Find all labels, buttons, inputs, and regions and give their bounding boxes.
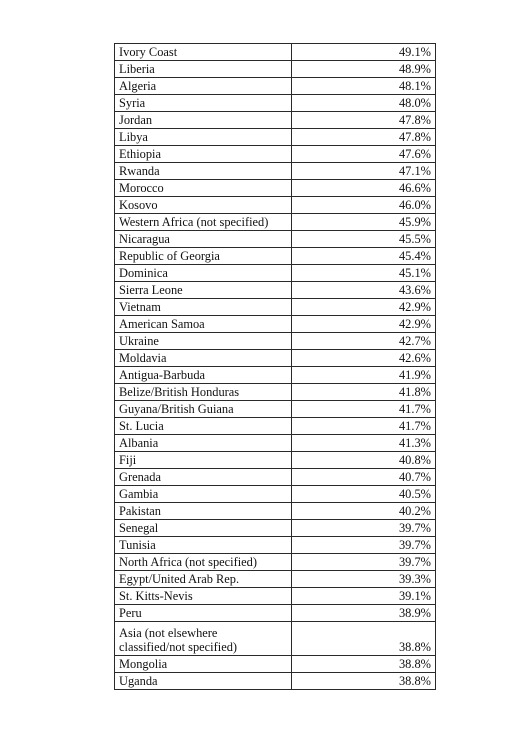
table-row bbox=[115, 452, 436, 469]
percentage-cell: 48.1% bbox=[291, 78, 435, 95]
percentage-cell: 39.3% bbox=[291, 571, 435, 588]
country-cell: St. Lucia bbox=[115, 418, 292, 435]
percentage-cell: 38.8% bbox=[291, 622, 435, 656]
table-row bbox=[115, 384, 436, 401]
percentage-cell: 48.0% bbox=[291, 95, 435, 112]
table-row bbox=[115, 503, 436, 520]
percentage-cell: 41.8% bbox=[291, 384, 435, 401]
percentage-cell: 40.8% bbox=[291, 452, 435, 469]
table-row bbox=[115, 112, 436, 129]
country-cell: St. Kitts-Nevis bbox=[115, 588, 292, 605]
country-cell: Belize/British Honduras bbox=[115, 384, 292, 401]
country-cell: Republic of Georgia bbox=[115, 248, 292, 265]
country-cell: Fiji bbox=[115, 452, 292, 469]
table-row bbox=[115, 520, 436, 537]
percentage-cell: 40.2% bbox=[291, 503, 435, 520]
country-cell: Guyana/British Guiana bbox=[115, 401, 292, 418]
country-cell: Dominica bbox=[115, 265, 292, 282]
percentage-cell: 45.4% bbox=[291, 248, 435, 265]
percentage-cell: 46.6% bbox=[291, 180, 435, 197]
percentage-cell: 39.7% bbox=[291, 554, 435, 571]
country-cell: North Africa (not specified) bbox=[115, 554, 292, 571]
percentage-cell: 39.7% bbox=[291, 537, 435, 554]
table-row bbox=[115, 656, 436, 673]
country-cell: Senegal bbox=[115, 520, 292, 537]
country-cell: Kosovo bbox=[115, 197, 292, 214]
percentage-cell: 48.9% bbox=[291, 61, 435, 78]
percentage-cell: 47.8% bbox=[291, 129, 435, 146]
table-row bbox=[115, 248, 436, 265]
percentage-cell: 42.9% bbox=[291, 316, 435, 333]
percentage-cell: 47.6% bbox=[291, 146, 435, 163]
country-cell: Liberia bbox=[115, 61, 292, 78]
percentage-cell: 42.9% bbox=[291, 299, 435, 316]
country-cell: Sierra Leone bbox=[115, 282, 292, 299]
table-row bbox=[115, 231, 436, 248]
country-cell: Peru bbox=[115, 605, 292, 622]
country-cell: Mongolia bbox=[115, 656, 292, 673]
table-row bbox=[115, 605, 436, 622]
percentage-cell: 46.0% bbox=[291, 197, 435, 214]
country-cell: Ukraine bbox=[115, 333, 292, 350]
percentage-cell: 43.6% bbox=[291, 282, 435, 299]
table-row bbox=[115, 469, 436, 486]
percentage-cell: 45.1% bbox=[291, 265, 435, 282]
country-cell: Rwanda bbox=[115, 163, 292, 180]
percentage-cell: 38.8% bbox=[291, 656, 435, 673]
table-row bbox=[115, 554, 436, 571]
table-row bbox=[115, 316, 436, 333]
percentage-cell: 41.9% bbox=[291, 367, 435, 384]
percentage-cell: 38.8% bbox=[291, 673, 435, 690]
country-percentage-table bbox=[114, 43, 436, 690]
percentage-cell: 45.5% bbox=[291, 231, 435, 248]
table-row bbox=[115, 163, 436, 180]
country-cell: Jordan bbox=[115, 112, 292, 129]
country-cell: Asia (not elsewhere classified/not specified) bbox=[115, 622, 292, 656]
percentage-cell: 39.1% bbox=[291, 588, 435, 605]
percentage-cell: 49.1% bbox=[291, 44, 435, 61]
table-row bbox=[115, 129, 436, 146]
percentage-cell: 47.1% bbox=[291, 163, 435, 180]
table-row bbox=[115, 537, 436, 554]
country-cell: Albania bbox=[115, 435, 292, 452]
percentage-cell: 42.6% bbox=[291, 350, 435, 367]
table-row bbox=[115, 180, 436, 197]
table-row bbox=[115, 61, 436, 78]
percentage-cell: 41.7% bbox=[291, 401, 435, 418]
table-body bbox=[115, 44, 436, 690]
country-cell: Moldavia bbox=[115, 350, 292, 367]
table-row bbox=[115, 435, 436, 452]
country-cell: Ivory Coast bbox=[115, 44, 292, 61]
percentage-cell: 40.5% bbox=[291, 486, 435, 503]
table-row bbox=[115, 282, 436, 299]
country-cell: Ethiopia bbox=[115, 146, 292, 163]
table-row bbox=[115, 367, 436, 384]
table-row bbox=[115, 588, 436, 605]
table-row bbox=[115, 95, 436, 112]
country-cell: Antigua-Barbuda bbox=[115, 367, 292, 384]
country-cell: Tunisia bbox=[115, 537, 292, 554]
country-cell: American Samoa bbox=[115, 316, 292, 333]
table-row bbox=[115, 401, 436, 418]
table-row bbox=[115, 350, 436, 367]
percentage-cell: 42.7% bbox=[291, 333, 435, 350]
country-cell: Uganda bbox=[115, 673, 292, 690]
country-cell: Egypt/United Arab Rep. bbox=[115, 571, 292, 588]
table-row bbox=[115, 571, 436, 588]
percentage-cell: 38.9% bbox=[291, 605, 435, 622]
country-cell: Grenada bbox=[115, 469, 292, 486]
country-cell: Pakistan bbox=[115, 503, 292, 520]
country-cell: Morocco bbox=[115, 180, 292, 197]
table-row bbox=[115, 197, 436, 214]
country-cell: Syria bbox=[115, 95, 292, 112]
percentage-cell: 41.7% bbox=[291, 418, 435, 435]
table-row bbox=[115, 265, 436, 282]
country-cell: Western Africa (not specified) bbox=[115, 214, 292, 231]
country-cell: Algeria bbox=[115, 78, 292, 95]
table-row bbox=[115, 622, 436, 656]
country-cell: Vietnam bbox=[115, 299, 292, 316]
table-row bbox=[115, 214, 436, 231]
table-row bbox=[115, 418, 436, 435]
country-cell: Nicaragua bbox=[115, 231, 292, 248]
percentage-cell: 41.3% bbox=[291, 435, 435, 452]
table-row bbox=[115, 44, 436, 61]
percentage-cell: 45.9% bbox=[291, 214, 435, 231]
country-cell: Libya bbox=[115, 129, 292, 146]
percentage-cell: 47.8% bbox=[291, 112, 435, 129]
percentage-cell: 39.7% bbox=[291, 520, 435, 537]
table-row bbox=[115, 146, 436, 163]
table-row bbox=[115, 78, 436, 95]
table-row bbox=[115, 486, 436, 503]
country-cell: Gambia bbox=[115, 486, 292, 503]
table-row bbox=[115, 333, 436, 350]
table-row bbox=[115, 673, 436, 690]
table-row bbox=[115, 299, 436, 316]
percentage-cell: 40.7% bbox=[291, 469, 435, 486]
